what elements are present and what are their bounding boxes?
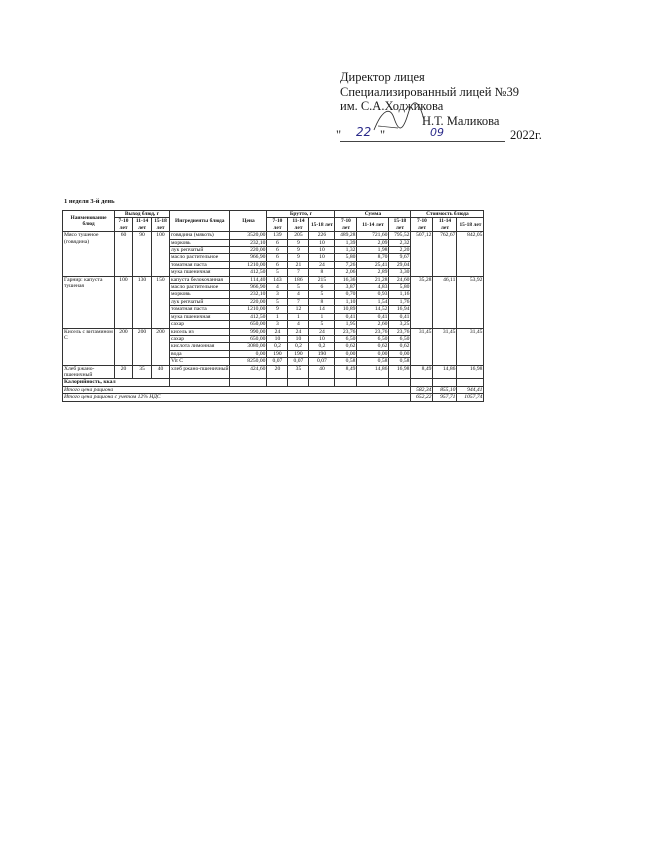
kcal-cell <box>288 379 309 386</box>
ingredient-gross: 6 <box>267 254 288 261</box>
ingredient-gross: 0,2 <box>288 343 309 350</box>
ingredient-gross: 205 <box>288 232 309 239</box>
ingredient-gross: 1 <box>309 313 335 320</box>
ingredient-gross: 9 <box>288 247 309 254</box>
date-close-quote: " <box>380 128 386 142</box>
ingredient-price: 220,00 <box>230 298 267 305</box>
ingredient-gross: 9 <box>288 254 309 261</box>
total-value: 855,10 <box>433 386 457 393</box>
ingredient-sum: 0,58 <box>335 358 357 365</box>
ingredient-sum: 2,89 <box>357 269 389 276</box>
ingredient-sum: 0,62 <box>357 343 389 350</box>
date-open-quote: " <box>336 128 342 142</box>
ingredient-price: 220,00 <box>230 247 267 254</box>
dish-cost: 35,28 <box>411 276 433 328</box>
ingredient-name: мука пшеничная <box>170 269 230 276</box>
ingredient-gross: 190 <box>267 350 288 357</box>
ingredient-gross: 139 <box>267 232 288 239</box>
dish-yield: 20 <box>115 365 133 379</box>
ingredient-gross: 7 <box>288 269 309 276</box>
ingredient-gross: 24 <box>309 328 335 335</box>
ingredient-gross: 4 <box>288 321 309 328</box>
dish-yield: 90 <box>133 232 152 276</box>
ingredient-price: 412,50 <box>230 269 267 276</box>
dish-yield: 60 <box>115 232 133 276</box>
dish-yield: 200 <box>115 328 133 365</box>
ingredient-name: капуста белокочанная <box>170 276 230 283</box>
ingredient-gross: 190 <box>309 350 335 357</box>
total-value: 957,71 <box>433 394 457 401</box>
table-row-total <box>63 386 484 393</box>
approval-school: Специализированный лицей №39 <box>340 84 519 99</box>
ingredient-gross: 40 <box>309 365 335 379</box>
dish-yield: 35 <box>133 365 152 379</box>
ingredient-price: 232,10 <box>230 291 267 298</box>
ingredient-price: 3520,00 <box>230 232 267 239</box>
ingredient-sum: 795,52 <box>389 232 411 239</box>
ingredient-price: 0,00 <box>230 350 267 357</box>
header-gross-15-18: 15-18 лет <box>309 218 335 232</box>
header-yield-7-10: 7-10 лет <box>115 218 133 232</box>
ingredient-name: кислота лимонная <box>170 343 230 350</box>
table-row <box>63 276 484 283</box>
ingredient-gross: 4 <box>267 284 288 291</box>
ingredient-sum: 14,52 <box>357 306 389 313</box>
ingredient-price: 3080,00 <box>230 343 267 350</box>
total-value: 1057,74 <box>457 394 484 401</box>
ingredient-gross: 5 <box>267 269 288 276</box>
dish-cost: 16,98 <box>457 365 484 379</box>
ingredient-price: 1210,00 <box>230 306 267 313</box>
ingredient-sum: 5,80 <box>389 284 411 291</box>
ingredient-name: морковь <box>170 291 230 298</box>
ingredient-gross: 10 <box>309 239 335 246</box>
ingredient-gross: 6 <box>267 261 288 268</box>
ingredient-gross: 7 <box>288 298 309 305</box>
ingredient-sum: 2,60 <box>357 321 389 328</box>
ingredient-sum: 1,16 <box>389 291 411 298</box>
ingredient-gross: 12 <box>288 306 309 313</box>
table-row <box>63 365 484 379</box>
ingredient-sum: 6,50 <box>335 335 357 342</box>
ingredient-price: 990,00 <box>230 328 267 335</box>
kcal-cell <box>411 379 433 386</box>
ingredient-sum: 23,76 <box>335 328 357 335</box>
ingredient-sum: 4,83 <box>357 284 389 291</box>
ingredient-sum: 14,86 <box>357 365 389 379</box>
table-row-kcal <box>63 379 484 386</box>
header-cost-15-18: 15-18 лет <box>457 218 484 232</box>
dish-cost: 8,49 <box>411 365 433 379</box>
kcal-cell <box>335 379 357 386</box>
ingredient-name: вода <box>170 350 230 357</box>
ingredient-gross: 5 <box>288 284 309 291</box>
kcal-cell <box>309 379 335 386</box>
ingredient-sum: 16,98 <box>389 365 411 379</box>
ingredient-gross: 24 <box>309 261 335 268</box>
date-year: 2022г. <box>510 128 542 142</box>
total-label: Итого цена рациона <box>63 386 411 393</box>
ingredient-gross: 14 <box>309 306 335 313</box>
ingredient-gross: 6 <box>309 284 335 291</box>
ingredient-sum: 21,28 <box>357 276 389 283</box>
dish-name: Хлеб ржано-пшеничный <box>63 365 115 379</box>
ingredient-sum: 0,70 <box>335 291 357 298</box>
dish-yield: 100 <box>152 232 170 276</box>
ingredient-gross: 24 <box>267 328 288 335</box>
ingredient-sum: 0,58 <box>357 358 389 365</box>
ingredient-sum: 10,89 <box>335 306 357 313</box>
ingredient-price: 424,60 <box>230 365 267 379</box>
ingredient-name: лук репчатый <box>170 298 230 305</box>
dish-cost: 842,05 <box>457 232 484 276</box>
ingredient-gross: 8 <box>309 269 335 276</box>
ingredient-name: масло растительное <box>170 284 230 291</box>
ingredient-sum: 2,32 <box>389 239 411 246</box>
kcal-cell <box>267 379 288 386</box>
ingredient-gross: 5 <box>309 321 335 328</box>
header-dish: Наименование блюд <box>63 211 115 232</box>
header-cost-7-10: 7-10 лет <box>411 218 433 232</box>
ingredient-sum: 16,36 <box>335 276 357 283</box>
ingredient-gross: 10 <box>267 335 288 342</box>
dish-yield: 40 <box>152 365 170 379</box>
ingredient-gross: 24 <box>288 328 309 335</box>
dish-cost: 53,92 <box>457 276 484 328</box>
kcal-cell <box>230 379 267 386</box>
ingredient-sum: 23,76 <box>389 328 411 335</box>
ingredient-sum: 7,26 <box>335 261 357 268</box>
ingredient-sum: 5,80 <box>335 254 357 261</box>
ingredient-gross: 8 <box>309 298 335 305</box>
ingredient-gross: 9 <box>267 306 288 313</box>
ingredient-name: кисель из <box>170 328 230 335</box>
dish-yield: 200 <box>133 328 152 365</box>
ingredient-sum: 0,00 <box>357 350 389 357</box>
ingredient-gross: 10 <box>309 335 335 342</box>
ingredient-sum: 0,41 <box>357 313 389 320</box>
ingredient-name: масло растительное <box>170 254 230 261</box>
ingredient-name: хлеб ржано-пшеничный <box>170 365 230 379</box>
ingredient-name: мука пшеничная <box>170 313 230 320</box>
approval-school-name: им. С.А.Ходжикова <box>340 99 444 113</box>
ingredient-sum: 0,93 <box>357 291 389 298</box>
total-value: 582,34 <box>411 386 433 393</box>
ingredient-sum: 16,94 <box>389 306 411 313</box>
ingredient-gross: 35 <box>288 365 309 379</box>
dish-cost: 46,11 <box>433 276 457 328</box>
table-row <box>63 328 484 335</box>
header-price: Цена <box>230 211 267 232</box>
dish-yield: 150 <box>152 276 170 328</box>
header-ingredients: Ингредиенты блюда <box>170 211 230 232</box>
ingredient-name: Vit C <box>170 358 230 365</box>
ingredient-name: говядина (мякоть) <box>170 232 230 239</box>
ingredient-gross: 226 <box>309 232 335 239</box>
header-yield-15-18: 15-18 лет <box>152 218 170 232</box>
kcal-cell <box>389 379 411 386</box>
ingredient-gross: 0,07 <box>267 358 288 365</box>
ingredient-sum: 1,98 <box>357 247 389 254</box>
ingredient-gross: 215 <box>309 276 335 283</box>
ingredient-price: 412,50 <box>230 313 267 320</box>
approval-signer: Н.Т. Маликова <box>422 113 500 128</box>
dish-name: Гарнир: капуста тушеная <box>63 276 115 328</box>
ingredient-gross: 0,2 <box>267 343 288 350</box>
ingredient-sum: 3,25 <box>389 321 411 328</box>
header-sum: Сумма <box>335 211 411 218</box>
ingredient-sum: 0,58 <box>389 358 411 365</box>
total-label: Итого цена рациона с учетом 12% НДС <box>63 394 411 401</box>
ingredient-sum: 3,30 <box>389 269 411 276</box>
header-gross-7-10: 7-10 лет <box>267 218 288 232</box>
ingredient-price: 650,00 <box>230 335 267 342</box>
table-row-total <box>63 394 484 401</box>
signature-scribble <box>368 100 428 138</box>
header-gross-11-14: 11-14 лет <box>288 218 309 232</box>
ingredient-gross: 6 <box>267 239 288 246</box>
ingredient-sum: 6,50 <box>357 335 389 342</box>
ingredient-gross: 143 <box>267 276 288 283</box>
ingredient-sum: 1,76 <box>389 298 411 305</box>
ingredient-sum: 0,41 <box>389 313 411 320</box>
total-value: 652,22 <box>411 394 433 401</box>
header-sum-15-18: 15-18 лет <box>389 218 411 232</box>
ingredient-price: 966,90 <box>230 254 267 261</box>
dish-yield: 130 <box>133 276 152 328</box>
ingredient-sum: 6,50 <box>389 335 411 342</box>
date-underline <box>340 141 505 142</box>
ingredient-sum: 3,87 <box>335 284 357 291</box>
header-sum-11-14: 11-14 лет <box>357 218 389 232</box>
ingredient-sum: 25,41 <box>357 261 389 268</box>
ingredient-gross: 1 <box>288 313 309 320</box>
ingredient-sum: 29,04 <box>389 261 411 268</box>
week-day-label: 1 неделя 3-й день <box>64 198 115 205</box>
ingredient-sum: 0,62 <box>389 343 411 350</box>
dish-yield: 100 <box>115 276 133 328</box>
ingredient-sum: 0,00 <box>389 350 411 357</box>
header-yield: Выход блюд, г <box>115 211 170 218</box>
ingredient-gross: 6 <box>267 247 288 254</box>
ingredient-sum: 0,41 <box>335 313 357 320</box>
kcal-cell <box>357 379 389 386</box>
ingredient-name: морковь <box>170 239 230 246</box>
menu-table <box>62 210 484 402</box>
header-gross: Брутто, г <box>267 211 335 218</box>
kcal-cell <box>457 379 484 386</box>
ingredient-sum: 1,10 <box>335 298 357 305</box>
ingredient-gross: 186 <box>288 276 309 283</box>
dish-cost: 762,67 <box>433 232 457 276</box>
ingredient-gross: 190 <box>288 350 309 357</box>
date-month: 09 <box>430 126 444 139</box>
ingredient-name: сахар <box>170 321 230 328</box>
ingredient-price: 1210,00 <box>230 261 267 268</box>
ingredient-sum: 1,54 <box>357 298 389 305</box>
ingredient-sum: 721,60 <box>357 232 389 239</box>
header-cost: Стоимость блюда <box>411 211 484 218</box>
ingredient-sum: 1,39 <box>335 239 357 246</box>
ingredient-price: 114,40 <box>230 276 267 283</box>
ingredient-sum: 2,09 <box>357 239 389 246</box>
ingredient-name: сахар <box>170 335 230 342</box>
ingredient-sum: 8,49 <box>335 365 357 379</box>
ingredient-gross: 10 <box>288 335 309 342</box>
ingredient-gross: 0,07 <box>288 358 309 365</box>
dish-cost: 31,45 <box>433 328 457 365</box>
ingredient-sum: 1,32 <box>335 247 357 254</box>
kcal-cell <box>170 379 230 386</box>
ingredient-price: 232,10 <box>230 239 267 246</box>
dish-cost: 507,12 <box>411 232 433 276</box>
ingredient-sum: 2,06 <box>335 269 357 276</box>
ingredient-price: 966,90 <box>230 284 267 291</box>
ingredient-gross: 10 <box>309 254 335 261</box>
ingredient-price: 650,00 <box>230 321 267 328</box>
approval-title: Директор лицея <box>340 70 425 84</box>
menu-body <box>63 232 484 401</box>
ingredient-gross: 3 <box>267 291 288 298</box>
ingredient-gross: 10 <box>309 247 335 254</box>
kcal-cell <box>433 379 457 386</box>
table-row <box>63 232 484 239</box>
ingredient-sum: 0,62 <box>335 343 357 350</box>
kcal-label: Калорийность, ккал <box>63 379 170 386</box>
dish-cost: 14,86 <box>433 365 457 379</box>
header-yield-11-14: 11-14 лет <box>133 218 152 232</box>
ingredient-sum: 0,00 <box>335 350 357 357</box>
date-day: 22 <box>356 125 372 139</box>
ingredient-name: лук репчатый <box>170 247 230 254</box>
ingredient-sum: 1,95 <box>335 321 357 328</box>
ingredient-gross: 9 <box>288 239 309 246</box>
ingredient-gross: 5 <box>267 298 288 305</box>
ingredient-gross: 5 <box>309 291 335 298</box>
dish-cost: 31,45 <box>457 328 484 365</box>
header-sum-7-10: 7-10 лет <box>335 218 357 232</box>
ingredient-name: томатная паста <box>170 261 230 268</box>
header-cost-11-14: 11-14 лет <box>433 218 457 232</box>
total-value: 944,41 <box>457 386 484 393</box>
ingredient-sum: 24,60 <box>389 276 411 283</box>
ingredient-gross: 21 <box>288 261 309 268</box>
dish-yield: 200 <box>152 328 170 365</box>
ingredient-gross: 4 <box>288 291 309 298</box>
dish-name: Кисель с витамином С <box>63 328 115 365</box>
ingredient-name: томатная паста <box>170 306 230 313</box>
ingredient-gross: 1 <box>267 313 288 320</box>
ingredient-sum: 489,28 <box>335 232 357 239</box>
ingredient-gross: 0,07 <box>309 358 335 365</box>
ingredient-sum: 9,67 <box>389 254 411 261</box>
ingredient-sum: 2,20 <box>389 247 411 254</box>
dish-cost: 31,45 <box>411 328 433 365</box>
ingredient-sum: 8,70 <box>357 254 389 261</box>
ingredient-gross: 3 <box>267 321 288 328</box>
ingredient-price: 8250,00 <box>230 358 267 365</box>
dish-name: Мясо тушеное (говядина) <box>63 232 115 276</box>
ingredient-gross: 0,2 <box>309 343 335 350</box>
ingredient-sum: 23,76 <box>357 328 389 335</box>
ingredient-gross: 20 <box>267 365 288 379</box>
